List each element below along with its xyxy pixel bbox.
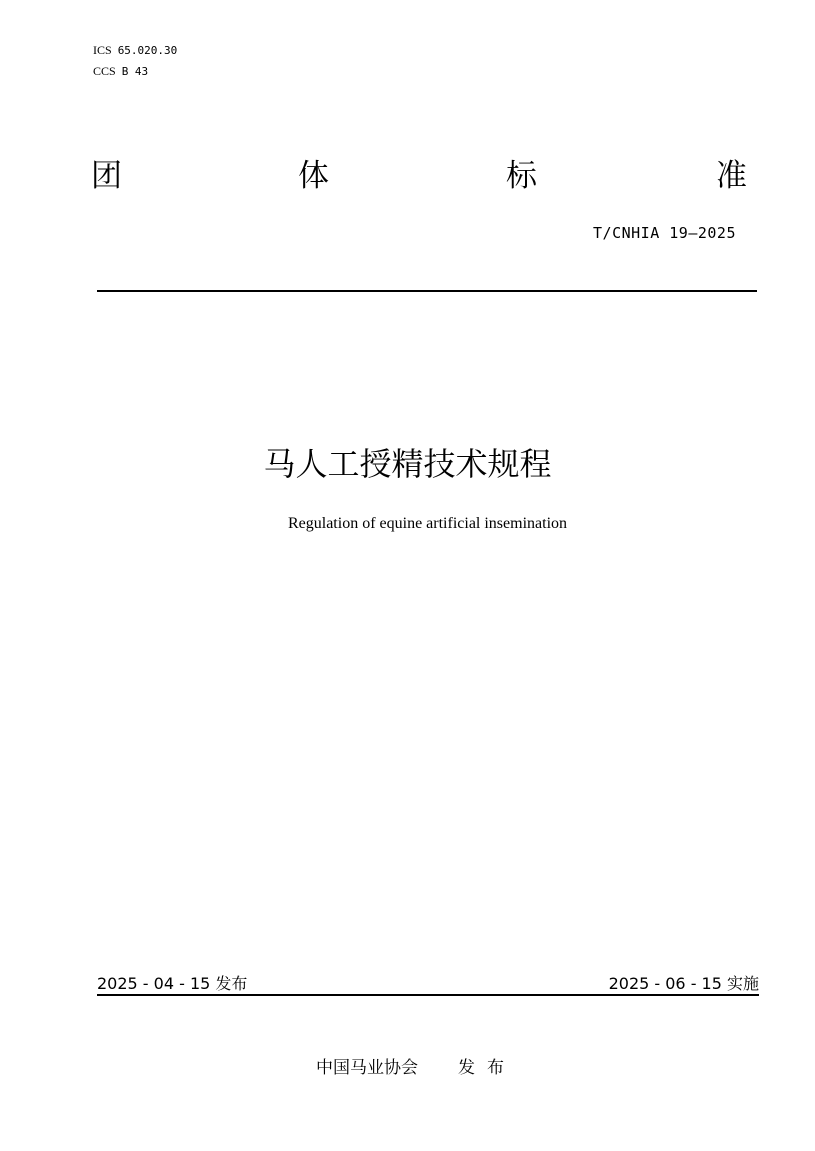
ccs-row (93, 61, 177, 82)
ccs-value: B 43 (121, 65, 149, 78)
publisher-name: 中国马业协会 (316, 1058, 418, 1078)
document-title-english: Regulation of equine artificial insemination (287, 515, 568, 532)
publisher-line (316, 1053, 516, 1078)
standard-type-char-3: 标 (506, 158, 537, 194)
standard-type-char-2: 体 (298, 158, 329, 194)
standard-type-char-4: 准 (716, 158, 747, 194)
ics-value: 65.020.30 (117, 44, 178, 57)
standard-number: T/CNHIA 19—2025 (593, 224, 736, 242)
top-divider (97, 290, 757, 292)
issue-date: 2025 - 04 - 15 发布 (97, 974, 248, 993)
classification-codes (93, 40, 177, 82)
standard-type-char-1: 团 (91, 158, 122, 194)
ccs-label: CCS (93, 64, 116, 78)
publish-label: 发布 (458, 1058, 516, 1078)
bottom-divider (97, 994, 759, 996)
implementation-date: 2025 - 06 - 15 实施 (608, 974, 759, 993)
ics-label: ICS (93, 43, 112, 57)
document-title-chinese: 马人工授精技术规程 (263, 445, 552, 483)
ics-row (93, 40, 177, 61)
